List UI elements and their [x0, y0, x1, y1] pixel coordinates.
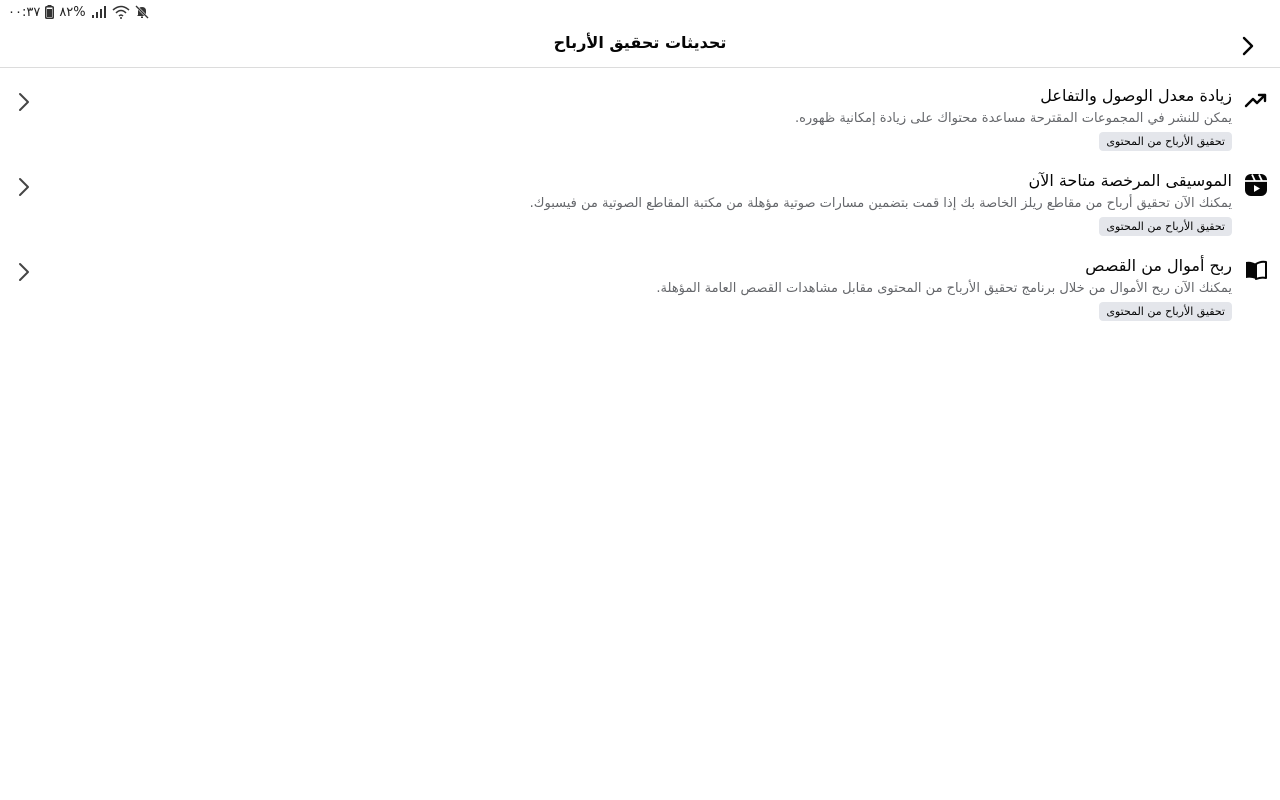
list-item-description: يمكنك الآن ربح الأموال من خلال برنامج تحقيق الأرباح من المحتوى مقابل مشاهدات القصص العامة المؤهلة. — [656, 281, 1232, 296]
page-title: تحديثات تحقيق الأرباح — [553, 33, 727, 52]
trending-up-icon — [1244, 88, 1268, 112]
list-item-text — [472, 171, 1232, 236]
clock: ٠٠:٣٧ — [8, 4, 41, 20]
list-item-title: الموسيقى المرخصة متاحة الآن — [1028, 171, 1232, 190]
book-icon — [1244, 258, 1268, 282]
status-bar — [0, 0, 1280, 24]
battery-percent: ٨٢% — [59, 4, 86, 20]
wifi-icon — [112, 5, 130, 19]
chevron-right-icon — [14, 260, 34, 284]
list-item-reach-engagement[interactable] — [0, 68, 1280, 153]
page-header — [0, 24, 1280, 68]
mute-icon — [135, 5, 149, 19]
category-badge: تحقيق الأرباح من المحتوى — [1099, 217, 1232, 236]
category-badge: تحقيق الأرباح من المحتوى — [1099, 302, 1232, 321]
signal-icon — [91, 5, 107, 19]
list-item-title: ربح أموال من القصص — [1085, 256, 1232, 275]
battery-icon — [45, 5, 54, 19]
updates-list — [0, 68, 1280, 323]
category-badge: تحقيق الأرباح من المحتوى — [1099, 132, 1232, 151]
list-item-licensed-music[interactable] — [0, 153, 1280, 238]
back-arrow-icon — [1240, 35, 1256, 57]
list-item-title: زيادة معدل الوصول والتفاعل — [1040, 86, 1232, 105]
list-item-text — [472, 86, 1232, 151]
reels-icon — [1244, 173, 1268, 197]
chevron-right-icon — [14, 90, 34, 114]
status-indicators — [8, 3, 149, 21]
list-item-stories-earnings[interactable] — [0, 238, 1280, 323]
list-item-description: يمكن للنشر في المجموعات المقترحة مساعدة محتواك على زيادة إمكانية ظهوره. — [794, 111, 1232, 126]
list-item-description: يمكنك الآن تحقيق أرباح من مقاطع ريلز الخاصة بك إذا قمت بتضمين مسارات صوتية مؤهلة من مكتبة المقاطع الصوتية من فيسبوك. — [529, 196, 1232, 211]
back-button[interactable] — [1236, 34, 1260, 58]
chevron-right-icon — [14, 175, 34, 199]
list-item-text — [472, 256, 1232, 321]
